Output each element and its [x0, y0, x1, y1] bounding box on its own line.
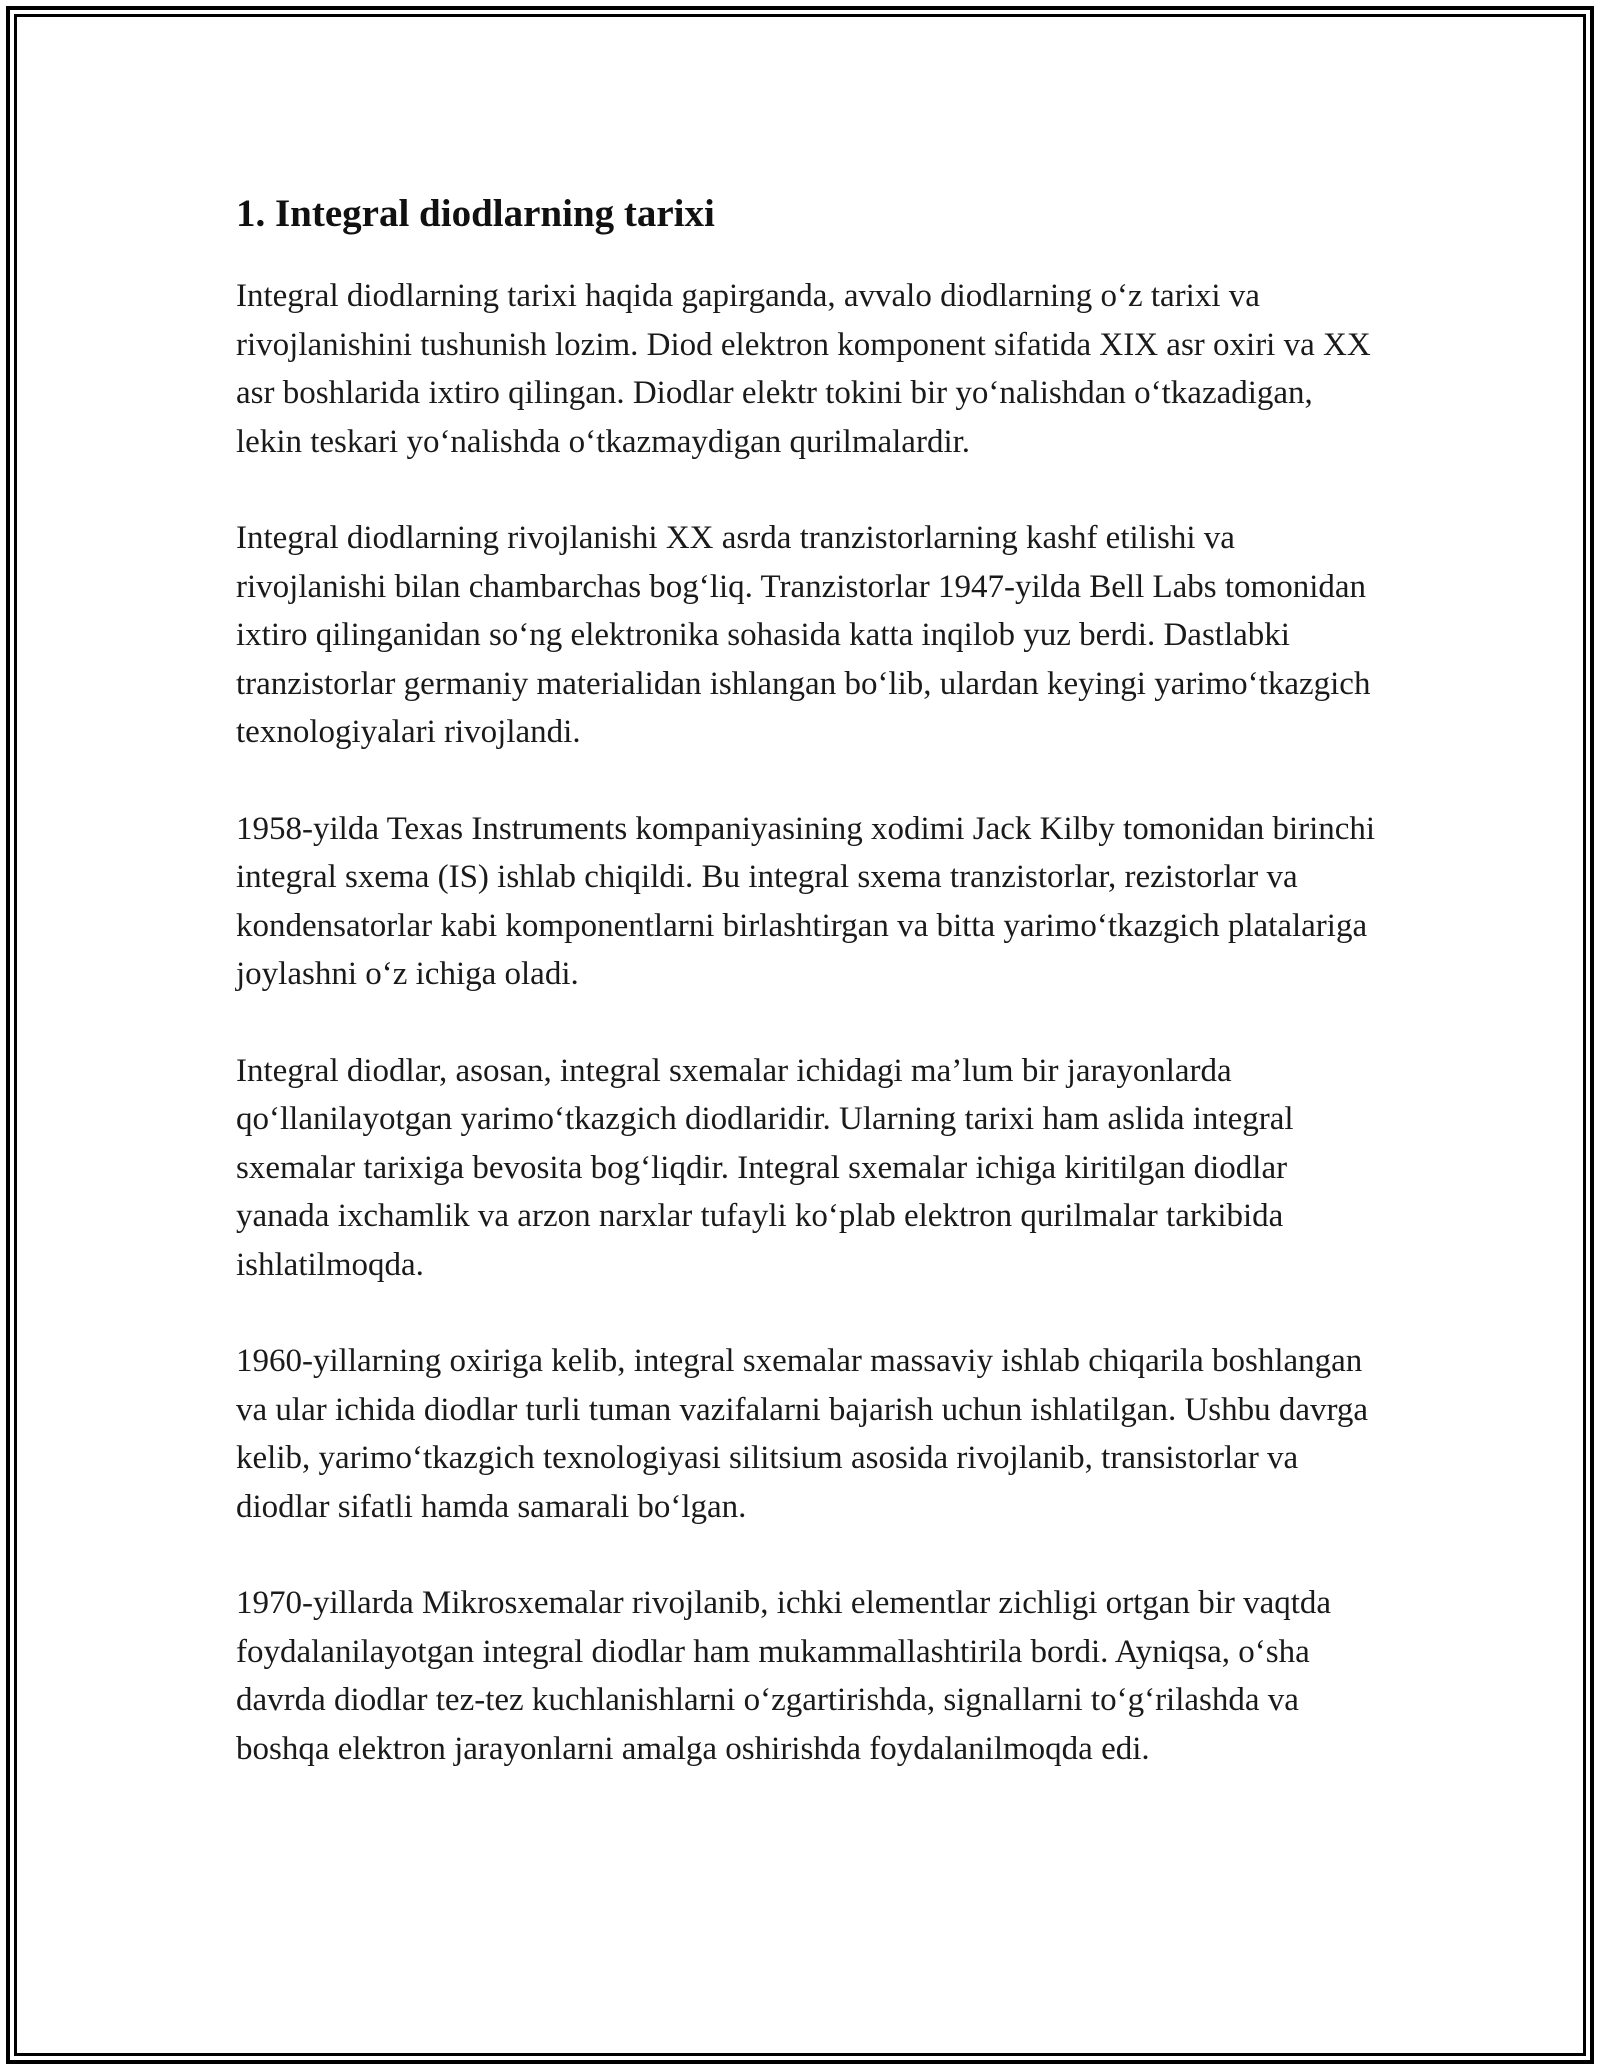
paragraph-4: Integral diodlar, asosan, integral sxemalar ichidagi ma’lum bir jarayonlarda qo‘llanilayotgan yarimo‘tkazgich diodlaridir. Ularning tarixi ham aslida integral sxemalar tarixiga bevosita bog‘liqdir. Integral sxemalar ichiga kiritilgan diodlar yanada ixchamlik va arzon narxlar tufayli ko‘plab elektron qurilmalar tarkibida ishlatilmoqda. — [236, 1052, 1294, 1283]
paragraph-2: Integral diodlarning rivojlanishi XX asrda tranzistorlarning kashf etilishi va rivojlanishi bilan chambarchas bog‘liq. Tranzistorlar 1947-yilda Bell Labs tomonidan ixtiro qilinganidan so‘ng elektronika sohasida katta inqilob yuz berdi. Dastlabki tranzistorlar germaniy materialidan ishlangan bo‘lib, ulardan keyingi yarimo‘tkazgich texnologiyalari rivojlandi. — [236, 520, 1371, 750]
paragraph-6: 1970-yillarda Mikrosxemalar rivojlanib, ichki elementlar zichligi ortgan bir vaqtda foydalanilayotgan integral diodlar ham mukammallashtirila bordi. Ayniqsa, o‘sha davrda diodlar tez-tez kuchlanishlarni o‘zgartirishda, signallarni to‘g‘rilashda va boshqa elektron jarayonlarni amalga oshirishda foydalanilmoqda edi. — [236, 1585, 1332, 1767]
document-body — [236, 188, 1376, 1821]
paragraph-1: Integral diodlarning tarixi haqida gapirganda, avvalo diodlarning o‘z tarixi va rivojlanishini tushunish lozim. Diod elektron komponent sifatida XIX asr oxiri va XX asr boshlarida ixtiro qilingan. Diodlar elektr tokini bir yo‘nalishdan o‘tkazadigan, lekin teskari yo‘nalishda o‘tkazmaydigan qurilmalardir. — [236, 278, 1371, 460]
section-heading: 1. Integral diodlarning tarixi — [236, 192, 715, 235]
paragraph-3: 1958-yilda Texas Instruments kompaniyasining xodimi Jack Kilby tomonidan birinchi integral sxema (IS) ishlab chiqildi. Bu integral sxema tranzistorlar, rezistorlar va kondensatorlar kabi komponentlarni birlashtirgan va bitta yarimo‘tkazgich platalariga joylashni o‘z ichiga oladi. — [236, 810, 1376, 992]
paragraph-5: 1960-yillarning oxiriga kelib, integral sxemalar massaviy ishlab chiqarila boshlangan va ular ichida diodlar turli tuman vazifalarni bajarish uchun ishlatilgan. Ushbu davrga kelib, yarimo‘tkazgich texnologiyasi silitsium asosida rivojlanib, transistorlar va diodlar sifatli hamda samarali bo‘lgan. — [236, 1343, 1369, 1525]
